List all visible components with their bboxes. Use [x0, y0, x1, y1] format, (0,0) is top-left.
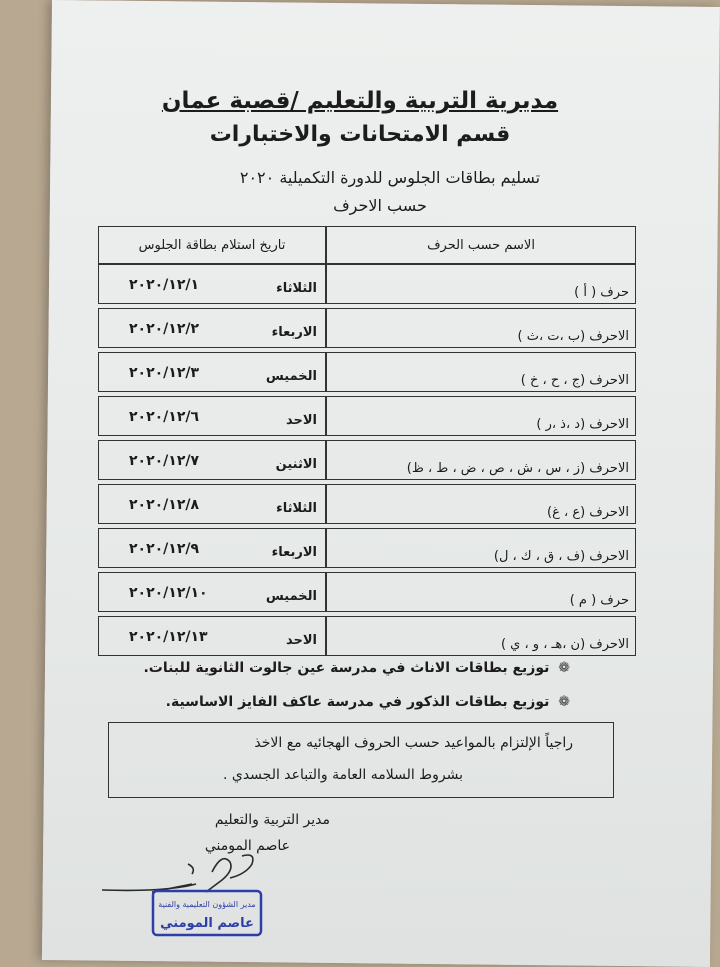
- table-row: [98, 352, 636, 393]
- letters-cell: الاحرف (ن ،هـ ، و ، ي ): [500, 637, 629, 652]
- table-row: [98, 308, 636, 349]
- date-cell: ٢٠٢٠/١٢/٣: [129, 365, 200, 381]
- letters-cell: الاحرف (ز ، س ، ش ، ص ، ض ، ط ، ظ): [406, 461, 629, 476]
- day-cell: الخميس: [265, 589, 317, 604]
- date-cell: ٢٠٢٠/١٢/١: [129, 277, 200, 293]
- date-cell: ٢٠٢٠/١٢/١٠: [129, 585, 208, 601]
- document-subtitle: حسب الاحرف: [333, 196, 427, 215]
- signatory-title: مدير التربية والتعليم: [214, 812, 330, 828]
- table-row: [98, 484, 636, 525]
- column-header-date: تاريخ استلام بطاقة الجلوس: [98, 226, 326, 264]
- compliance-notice: [108, 722, 614, 798]
- note-male-distribution: ❁ توزيع بطاقات الذكور في مدرسة عاكف الفايز الاساسية.: [165, 694, 570, 710]
- column-header-name: الاسم حسب الحرف: [326, 226, 636, 264]
- table-row: [98, 572, 636, 613]
- day-cell: الاحد: [285, 633, 317, 648]
- official-stamp: [150, 888, 264, 938]
- day-cell: الاحد: [285, 413, 317, 428]
- date-cell: ٢٠٢٠/١٢/٦: [129, 409, 200, 425]
- letters-cell: الاحرف (ع ، غ): [547, 505, 629, 520]
- notice-line-2: بشروط السلامه العامة والتباعد الجسدي .: [222, 767, 463, 783]
- table-row: [98, 264, 636, 305]
- date-cell: ٢٠٢٠/١٢/٧: [129, 453, 200, 469]
- date-cell: ٢٠٢٠/١٢/٢: [129, 321, 200, 337]
- letters-cell: حرف ( م ): [569, 593, 629, 608]
- table-row: [98, 616, 636, 657]
- bullet-icon: ❁: [558, 660, 570, 676]
- day-cell: الخميس: [265, 369, 317, 384]
- stamp-line-1: مدير الشؤون التعليمية والفنية: [158, 900, 256, 909]
- letters-cell: الاحرف (ج ، ح ، خ ): [520, 373, 629, 388]
- day-cell: الاربعاء: [271, 545, 317, 560]
- stamp-line-2: عاصم المومني: [160, 916, 254, 931]
- directorate-title: مديرية التربية والتعليم /قصبة عمان: [161, 88, 559, 114]
- letters-cell: الاحرف (ف ، ق ، ك ، ل): [493, 549, 629, 564]
- note-female-distribution: ❁ توزيع بطاقات الاناث في مدرسة عين جالوت الثانوية للبنات.: [143, 660, 570, 676]
- date-cell: ٢٠٢٠/١٢/٩: [129, 541, 200, 557]
- day-cell: الثلاثاء: [276, 281, 317, 296]
- department-title: قسم الامتحانات والاختبارات: [209, 122, 511, 147]
- day-cell: الثلاثاء: [276, 501, 317, 516]
- letters-cell: حرف ( أ ): [574, 285, 629, 300]
- table-row: [98, 440, 636, 481]
- letters-cell: الاحرف (د ،ذ ،ر ): [536, 417, 629, 432]
- day-cell: الاربعاء: [271, 325, 317, 340]
- day-cell: الاثنين: [275, 457, 317, 472]
- date-cell: ٢٠٢٠/١٢/١٣: [129, 629, 208, 645]
- table-row: [98, 528, 636, 569]
- letters-cell: الاحرف (ب ،ت ،ث ): [517, 329, 629, 344]
- document-subject: تسليم بطاقات الجلوس للدورة التكميلية ٢٠٢٠: [239, 168, 541, 187]
- signatory-name: عاصم المومني: [204, 838, 290, 854]
- notice-line-1: راجياً الإلتزام بالمواعيد حسب الحروف الهجائيه مع الاخذ: [254, 735, 573, 751]
- schedule-table: [98, 264, 636, 660]
- date-cell: ٢٠٢٠/١٢/٨: [129, 497, 200, 513]
- table-row: [98, 396, 636, 437]
- bullet-icon: ❁: [558, 694, 570, 710]
